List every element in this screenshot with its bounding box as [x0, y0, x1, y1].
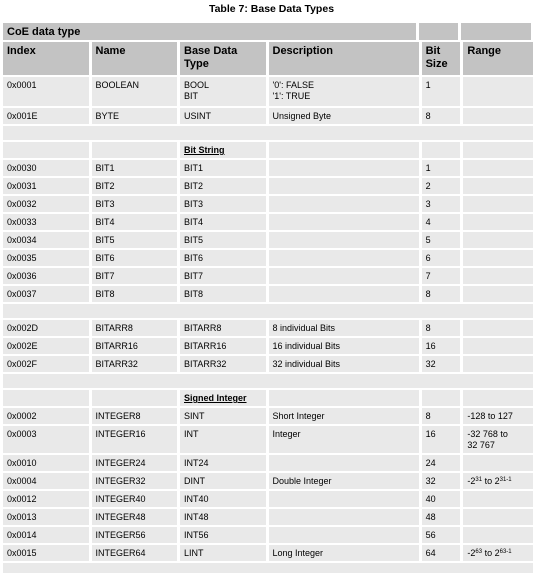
bit-size-cell: 3 [422, 196, 461, 212]
description-cell: 32 individual Bits [269, 356, 419, 372]
base-type-cell: BIT8 [180, 286, 266, 302]
bit-size-cell: 8 [422, 408, 461, 424]
name-cell: BITARR16 [92, 338, 178, 354]
blank-cell [269, 390, 419, 406]
table-row [3, 426, 533, 455]
section-row [3, 390, 533, 408]
range-cell [463, 509, 533, 525]
bit-size-cell: 56 [422, 527, 461, 543]
blank-cell [463, 142, 533, 158]
bit-size-cell: 16 [422, 426, 461, 453]
table-row [3, 563, 533, 575]
base-data-types-table [3, 23, 533, 575]
table-row [3, 160, 533, 178]
range-cell: -128 to 127 [463, 408, 533, 424]
index-cell: 0x0014 [3, 527, 89, 543]
range-base: -2 [467, 548, 476, 558]
table-row [3, 545, 533, 563]
description-line: '0': FALSE [272, 80, 314, 90]
name-cell: BYTE [92, 108, 178, 124]
base-type-cell: DINT [180, 473, 266, 489]
base-type-cell: INT [180, 426, 266, 453]
name-cell: BIT5 [92, 232, 178, 248]
range-cell [463, 338, 533, 354]
spacer-row [3, 374, 533, 390]
description-cell [269, 77, 419, 106]
description-line: '1': TRUE [272, 91, 311, 101]
index-cell: 0x0002 [3, 408, 89, 424]
table-row [3, 408, 533, 426]
coe-data-type-header: CoE data type [3, 23, 416, 40]
description-cell [269, 455, 419, 471]
description-cell [269, 160, 419, 176]
range-cell [463, 268, 533, 284]
base-type-cell: BIT5 [180, 232, 266, 248]
range-cell [463, 491, 533, 507]
column-header-bit-size: Bit Size [422, 42, 461, 75]
range-cell [463, 527, 533, 543]
range-line: 32 767 [467, 440, 495, 450]
base-type-cell: BIT6 [180, 250, 266, 266]
name-cell: BIT6 [92, 250, 178, 266]
bit-size-cell: 8 [422, 286, 461, 302]
description-cell [269, 286, 419, 302]
base-type-line: BIT [184, 91, 199, 101]
name-cell: INTEGER16 [92, 426, 178, 453]
bit-size-cell: 24 [422, 455, 461, 471]
blank-header-cell [461, 23, 531, 40]
index-cell: 0x0003 [3, 426, 89, 453]
description-cell [269, 491, 419, 507]
range-mid: to 2 [482, 548, 500, 558]
table-row [3, 356, 533, 374]
name-cell: INTEGER32 [92, 473, 178, 489]
bit-size-cell: 40 [422, 491, 461, 507]
range-cell [463, 286, 533, 302]
range-mid: to 2 [482, 476, 500, 486]
blank-cell [3, 390, 89, 406]
range-exponent: 31-1 [499, 477, 512, 483]
column-header-name: Name [92, 42, 178, 75]
blank-cell [3, 142, 89, 158]
base-type-cell [180, 77, 266, 106]
name-cell: BIT4 [92, 214, 178, 230]
table-row [3, 286, 533, 304]
bit-size-cell: 1 [422, 77, 461, 106]
base-type-cell: BIT2 [180, 178, 266, 194]
base-type-line: BOOL [184, 80, 210, 90]
blank-cell [269, 142, 419, 158]
range-exponent: 63-1 [499, 549, 512, 555]
description-cell [269, 268, 419, 284]
index-cell: 0x0013 [3, 509, 89, 525]
bit-size-cell: 2 [422, 178, 461, 194]
index-cell: 0x002F [3, 356, 89, 372]
spacer-row [3, 126, 533, 142]
index-cell: 0x0004 [3, 473, 89, 489]
table-row [3, 108, 533, 126]
bit-size-cell: 64 [422, 545, 461, 561]
range-line: -32 768 to [467, 429, 508, 439]
range-cell [463, 232, 533, 248]
blank-cell [92, 390, 178, 406]
section-title-bit-string: Bit String [180, 142, 266, 158]
description-cell: Unsigned Byte [269, 108, 419, 124]
bit-size-cell: 4 [422, 214, 461, 230]
name-cell: BIT3 [92, 196, 178, 212]
bit-size-cell: 7 [422, 268, 461, 284]
bit-size-cell: 16 [422, 338, 461, 354]
section-title-signed-integer: Signed Integer [180, 390, 266, 406]
column-header-index: Index [3, 42, 89, 75]
description-cell [269, 178, 419, 194]
range-cell [463, 178, 533, 194]
index-cell: 0x0037 [3, 286, 89, 302]
column-header-range: Range [463, 42, 533, 75]
column-header-base-data-type: Base Data Type [180, 42, 266, 75]
range-cell [463, 77, 533, 106]
range-cell [463, 545, 533, 561]
range-cell [463, 473, 533, 489]
range-exponent: 31 [475, 477, 483, 483]
base-type-cell: BIT4 [180, 214, 266, 230]
base-type-cell: INT24 [180, 455, 266, 471]
bit-size-cell: 32 [422, 356, 461, 372]
range-cell [463, 250, 533, 266]
name-cell: INTEGER56 [92, 527, 178, 543]
table-row [3, 509, 533, 527]
base-type-cell: BITARR16 [180, 338, 266, 354]
spacer-row [3, 304, 533, 320]
index-cell: 0x0030 [3, 160, 89, 176]
range-exponent: 63 [475, 549, 483, 555]
description-cell [269, 527, 419, 543]
base-type-cell: INT48 [180, 509, 266, 525]
description-cell: Long Integer [269, 545, 419, 561]
table-row [3, 320, 533, 338]
index-cell: 0x0010 [3, 455, 89, 471]
table-row [3, 232, 533, 250]
bit-size-cell: 48 [422, 509, 461, 525]
range-cell [463, 356, 533, 372]
name-cell: BIT7 [92, 268, 178, 284]
name-cell: BIT2 [92, 178, 178, 194]
index-cell: 0x0012 [3, 491, 89, 507]
description-cell [269, 232, 419, 248]
spacer-cell [3, 126, 533, 140]
name-cell: INTEGER8 [92, 408, 178, 424]
name-cell: BITARR32 [92, 356, 178, 372]
bit-size-cell: 8 [422, 108, 461, 124]
base-type-cell: BIT1 [180, 160, 266, 176]
name-cell: BIT8 [92, 286, 178, 302]
index-cell: 0x0031 [3, 178, 89, 194]
table-row [3, 250, 533, 268]
description-cell: 16 individual Bits [269, 338, 419, 354]
table-row [3, 268, 533, 286]
table-row [3, 491, 533, 509]
name-cell: BIT1 [92, 160, 178, 176]
table-row [3, 338, 533, 356]
description-cell [269, 509, 419, 525]
name-cell: INTEGER40 [92, 491, 178, 507]
base-type-cell: BIT7 [180, 268, 266, 284]
range-base: -2 [467, 476, 476, 486]
base-type-cell: USINT [180, 108, 266, 124]
range-cell [463, 160, 533, 176]
description-cell: 8 individual Bits [269, 320, 419, 336]
base-type-cell: BIT3 [180, 196, 266, 212]
table-row [3, 196, 533, 214]
bit-size-cell: 6 [422, 250, 461, 266]
table-row [3, 527, 533, 545]
index-cell: 0x0033 [3, 214, 89, 230]
range-cell [463, 214, 533, 230]
range-cell [463, 455, 533, 471]
table-group-header-row [3, 23, 533, 42]
index-cell: 0x002E [3, 338, 89, 354]
base-type-cell: BITARR8 [180, 320, 266, 336]
name-cell: INTEGER24 [92, 455, 178, 471]
index-cell: 0x002D [3, 320, 89, 336]
blank-cell [422, 390, 461, 406]
index-cell: 0x0036 [3, 268, 89, 284]
index-cell: 0x001E [3, 108, 89, 124]
base-type-cell: LINT [180, 545, 266, 561]
blank-cell [422, 142, 461, 158]
name-cell: BITARR8 [92, 320, 178, 336]
description-cell: Double Integer [269, 473, 419, 489]
bit-size-cell: 5 [422, 232, 461, 248]
table-row [3, 473, 533, 491]
table-row [3, 178, 533, 196]
range-cell [463, 320, 533, 336]
index-cell: 0x0032 [3, 196, 89, 212]
description-cell [269, 196, 419, 212]
range-cell [463, 196, 533, 212]
section-row [3, 142, 533, 160]
table-row [3, 455, 533, 473]
table-row [3, 214, 533, 232]
bit-size-cell: 1 [422, 160, 461, 176]
blank-cell [463, 390, 533, 406]
range-cell [463, 108, 533, 124]
partial-row-cell [3, 563, 533, 573]
index-cell: 0x0001 [3, 77, 89, 106]
bit-size-cell: 8 [422, 320, 461, 336]
description-cell [269, 250, 419, 266]
bit-size-cell: 32 [422, 473, 461, 489]
blank-cell [92, 142, 178, 158]
range-cell [463, 426, 533, 453]
name-cell: INTEGER64 [92, 545, 178, 561]
spacer-cell [3, 304, 533, 318]
base-type-cell: BITARR32 [180, 356, 266, 372]
index-cell: 0x0015 [3, 545, 89, 561]
base-type-cell: INT40 [180, 491, 266, 507]
description-cell [269, 214, 419, 230]
index-cell: 0x0034 [3, 232, 89, 248]
blank-header-cell [419, 23, 458, 40]
table-caption: Table 7: Base Data Types [208, 3, 335, 15]
table-column-header-row [3, 42, 533, 77]
description-cell: Integer [269, 426, 419, 453]
description-cell: Short Integer [269, 408, 419, 424]
index-cell: 0x0035 [3, 250, 89, 266]
name-cell: BOOLEAN [92, 77, 178, 106]
table-row [3, 77, 533, 108]
base-type-cell: INT56 [180, 527, 266, 543]
name-cell: INTEGER48 [92, 509, 178, 525]
column-header-description: Description [269, 42, 419, 75]
spacer-cell [3, 374, 533, 388]
base-type-cell: SINT [180, 408, 266, 424]
